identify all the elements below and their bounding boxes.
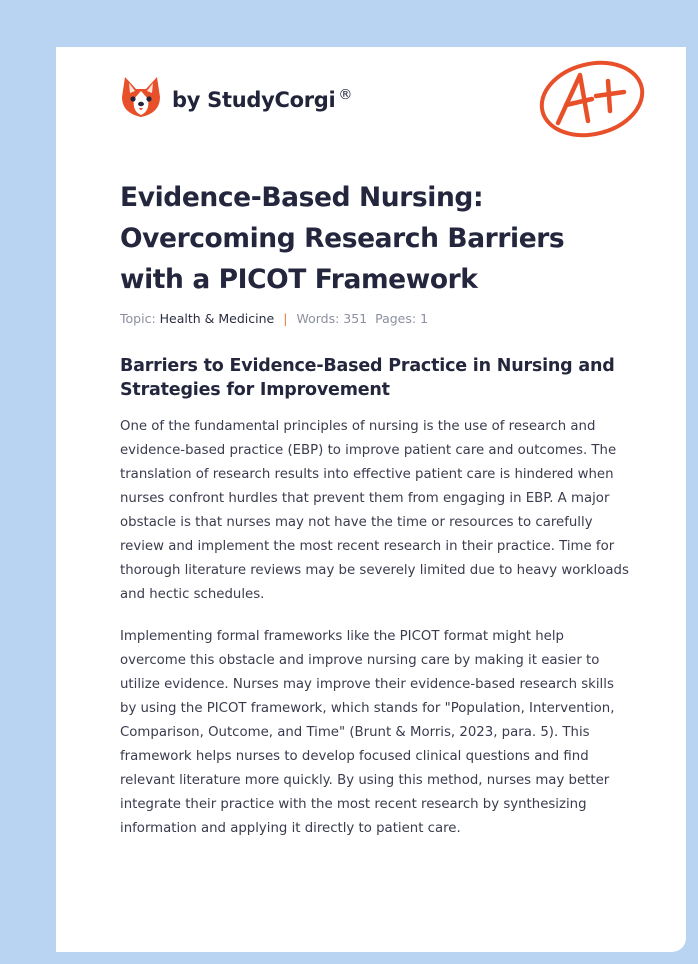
corgi-icon bbox=[120, 75, 162, 119]
topic-link[interactable]: Health & Medicine bbox=[159, 311, 275, 326]
words-label: Words: bbox=[296, 311, 340, 326]
meta-separator: | bbox=[283, 311, 288, 326]
document-page bbox=[56, 47, 686, 952]
pages-count: 1 bbox=[420, 311, 429, 326]
topic-label: Topic: bbox=[120, 311, 156, 326]
body-paragraph: Implementing formal frameworks like the PICOT format might help overcome this obstacle and improve nursing care by making it easier to utilize evidence. Nurses may improve their evidence-based research skills by using the PICOT framework, which stands for "Population, Intervention, Comparison, Outcome, and Time" (Brunt & Morris, 2023, para. 5). This framework helps nurses to develop focused clinical questions and find relevant literature more quickly. By using this method, nurses may better integrate their practice with the most recent research by synthesizing information and applying it directly to patient care. bbox=[120, 629, 615, 836]
a-plus-grade-icon bbox=[536, 59, 648, 141]
brand-name: by StudyCorgi ® bbox=[172, 86, 353, 112]
studycorgi-logo[interactable] bbox=[120, 75, 352, 119]
words-count: 351 bbox=[343, 311, 368, 326]
page-title: Evidence-Based Nursing: Overcoming Research Barriers with a PICOT Framework bbox=[120, 182, 565, 295]
body-paragraph: One of the fundamental principles of nursing is the use of research and evidence-based practice (EBP) to improve patient care and outcomes. The translation of research results into effective patient care is hindered when nurses confront hurdles that prevent them from engaging in EBP. A major obstacle is that nurses may not have the time or resources to carefully review and implement the most recent research in their practice. Time for thorough literature reviews may be severely limited due to heavy workloads and hectic schedules. bbox=[120, 419, 629, 602]
pages-label: Pages: bbox=[375, 311, 417, 326]
grade-badge bbox=[536, 59, 648, 145]
document-meta bbox=[120, 311, 428, 326]
section-heading: Barriers to Evidence-Based Practice in Nursing and Strategies for Improvement bbox=[120, 356, 615, 400]
